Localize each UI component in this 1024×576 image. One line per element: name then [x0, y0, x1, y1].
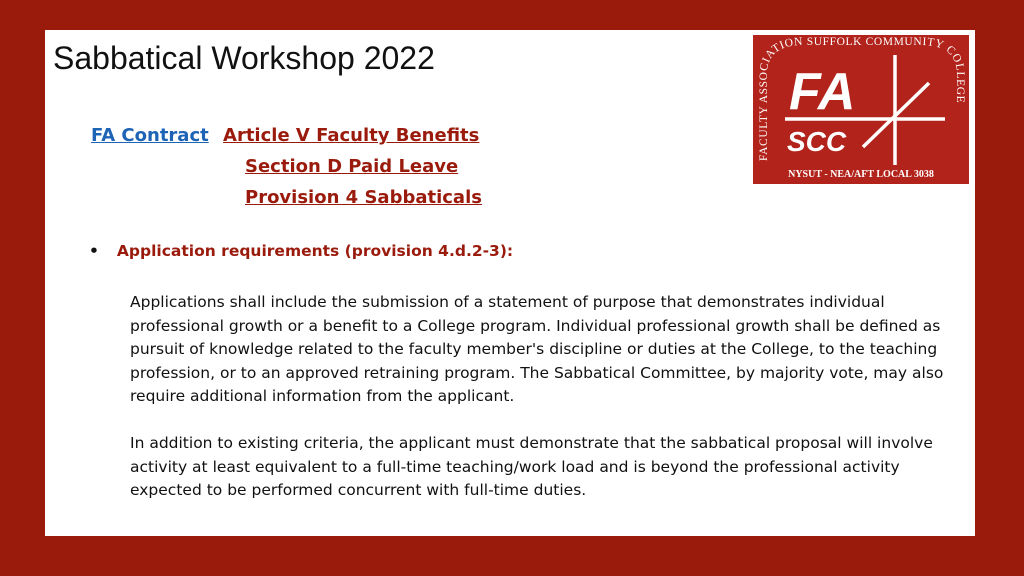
fa-contract-link[interactable]: FA Contract — [91, 125, 209, 146]
logo-footer-text: NYSUT - NEA/AFT LOCAL 3038 — [788, 169, 934, 180]
contract-reference — [91, 120, 482, 213]
fa-scc-logo — [753, 35, 969, 184]
logo-main-text: FA — [789, 63, 856, 121]
bullet-text: Application requirements (provision 4.d.2-3): — [116, 242, 514, 260]
slide — [45, 30, 975, 536]
paragraph-statement-of-purpose: Applications shall include the submission of a statement of purpose that demonstrates individual professional growth or a benefit to a College program. Individual professional growth shall be defined as pursuit of knowledge related to the faculty member's discipline or duties at the College, to the teaching profession, or to an approved retraining program. The Sabbatical Committee, by majority vote, may also require additional information from the applicant. — [130, 293, 944, 405]
bullet-heading — [89, 242, 513, 260]
logo-sub-text: SCC — [787, 126, 847, 157]
article-link[interactable]: Article V Faculty Benefits — [223, 125, 480, 146]
bullet-dot: • — [89, 242, 99, 260]
slide-title: Sabbatical Workshop 2022 — [53, 40, 435, 76]
paragraph-additional-criteria: In addition to existing criteria, the applicant must demonstrate that the sabbatical proposal will involve activity at least equivalent to a full-time teaching/work load and is beyond the professional activity expected to be performed concurrent with full-time duties. — [130, 434, 933, 499]
provision-link[interactable]: Provision 4 Sabbaticals — [245, 187, 482, 208]
section-link[interactable]: Section D Paid Leave — [245, 156, 459, 177]
logo-ring-textpath: FACULTY ASSOCIATION SUFFOLK COMMUNITY COLLEGE — [758, 35, 966, 161]
